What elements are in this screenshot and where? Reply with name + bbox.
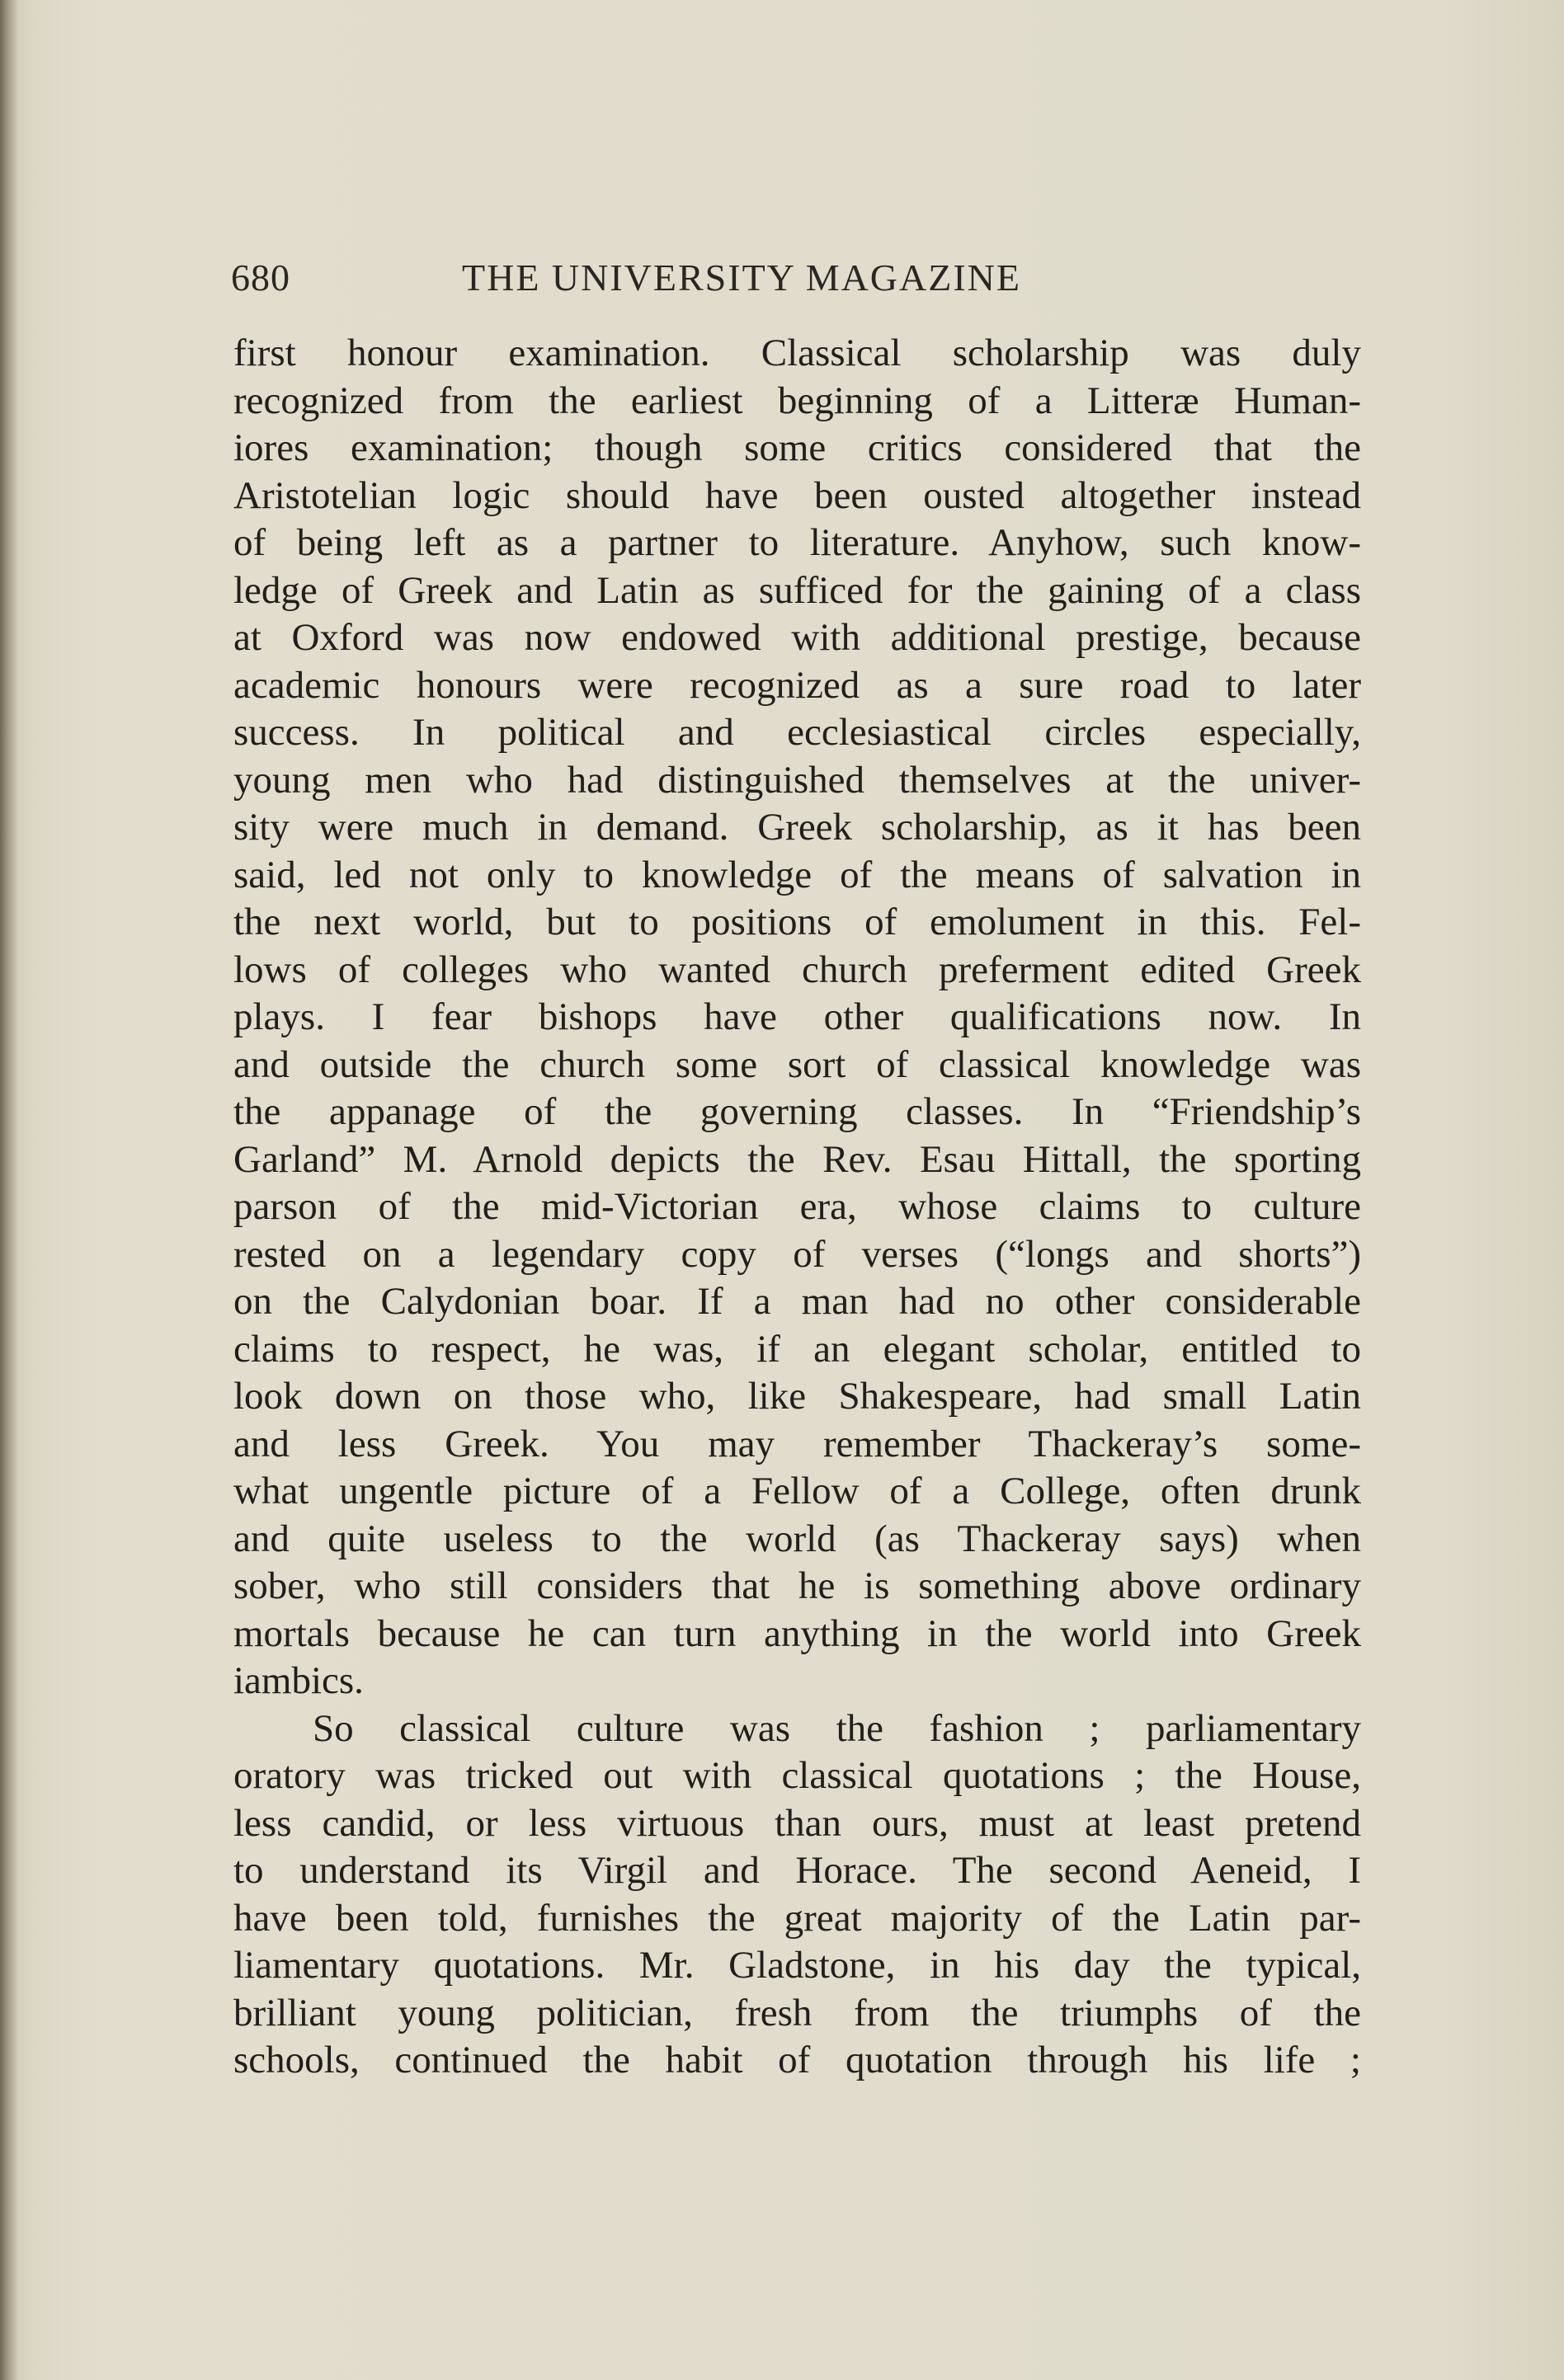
text-line: iores examination; though some critics considered that the	[233, 426, 1361, 469]
text-line: plays. I fear bishops have other qualifications now. In	[233, 995, 1361, 1038]
text-line: to understand its Virgil and Horace. The second Aeneid, I	[233, 1849, 1361, 1892]
text-line: said, led not only to knowledge of the means of salvation in	[233, 853, 1361, 896]
paragraph-2	[233, 1705, 1361, 2085]
paragraph-1	[233, 330, 1361, 1705]
text-line: sober, who still considers that he is something above ordinary	[233, 1564, 1361, 1607]
text-line: and less Greek. You may remember Thackeray’s some-	[233, 1422, 1361, 1465]
text-line: ledge of Greek and Latin as sufficed for the gaining of a class	[233, 568, 1361, 612]
text-line: academic honours were recognized as a sure road to later	[233, 663, 1361, 707]
text-line: parson of the mid-Victorian era, whose claims to culture	[233, 1185, 1361, 1228]
text-line: Garland” M. Arnold depicts the Rev. Esau Hittall, the sporting	[233, 1137, 1361, 1181]
text-line: liamentary quotations. Mr. Gladstone, in his day the typical,	[233, 1944, 1361, 1987]
text-line: of being left as a partner to literature. Anyhow, such know-	[233, 521, 1361, 564]
text-line: look down on those who, like Shakespeare, had small Latin	[233, 1375, 1361, 1418]
text-line: first honour examination. Classical scholarship was duly	[233, 332, 1361, 374]
text-line: schools, continued the habit of quotation through his life ;	[233, 2039, 1361, 2081]
text-line: mortals because he can turn anything in the world into Greek	[233, 1611, 1361, 1655]
text-line: recognized from the earliest beginning of a Litteræ Human-	[233, 379, 1361, 422]
text-line: the next world, but to positions of emolument in this. Fel-	[233, 901, 1361, 943]
text-line: brilliant young politician, fresh from the triumphs of the	[233, 1991, 1361, 2034]
text-line: and quite useless to the world (as Thackeray says) when	[233, 1517, 1361, 1560]
text-line: sity were much in demand. Greek scholarship, as it has been	[233, 806, 1361, 849]
text-line: the appanage of the governing classes. In “Friendship’s	[233, 1090, 1361, 1133]
text-line: have been told, furnishes the great majority of the Latin par-	[233, 1896, 1361, 1940]
text-line: less candid, or less virtuous than ours, must at least pretend	[233, 1801, 1361, 1845]
text-line: lows of colleges who wanted church preferment edited Greek	[233, 948, 1361, 991]
text-line: So classical culture was the fashion ; parliamentary	[313, 1706, 1361, 1750]
text-line: success. In political and ecclesiastical circles especially,	[233, 711, 1361, 754]
text-line: young men who had distinguished themselves at the univer-	[233, 758, 1361, 802]
text-line: oratory was tricked out with classical quotations ; the House,	[233, 1754, 1361, 1797]
text-line: and outside the church some sort of classical knowledge was	[233, 1042, 1361, 1086]
text-line: Aristotelian logic should have been ousted altogether instead	[233, 473, 1361, 517]
text-line: rested on a legendary copy of verses (“longs and shorts”)	[233, 1232, 1361, 1276]
body-text	[233, 330, 1361, 2085]
running-header	[231, 247, 1369, 313]
text-line: at Oxford was now endowed with additional prestige, because	[233, 616, 1361, 659]
page-gutter-shadow	[0, 0, 18, 2380]
text-line: what ungentle picture of a Fellow of a College, often drunk	[233, 1470, 1361, 1512]
running-title: THE UNIVERSITY MAGAZINE	[462, 256, 1021, 299]
text-line: iambics.	[233, 1659, 364, 1702]
page-number: 680	[231, 256, 290, 299]
text-line: on the Calydonian boar. If a man had no other considerable	[233, 1280, 1361, 1323]
text-line: claims to respect, he was, if an elegant scholar, entitled to	[233, 1327, 1361, 1371]
